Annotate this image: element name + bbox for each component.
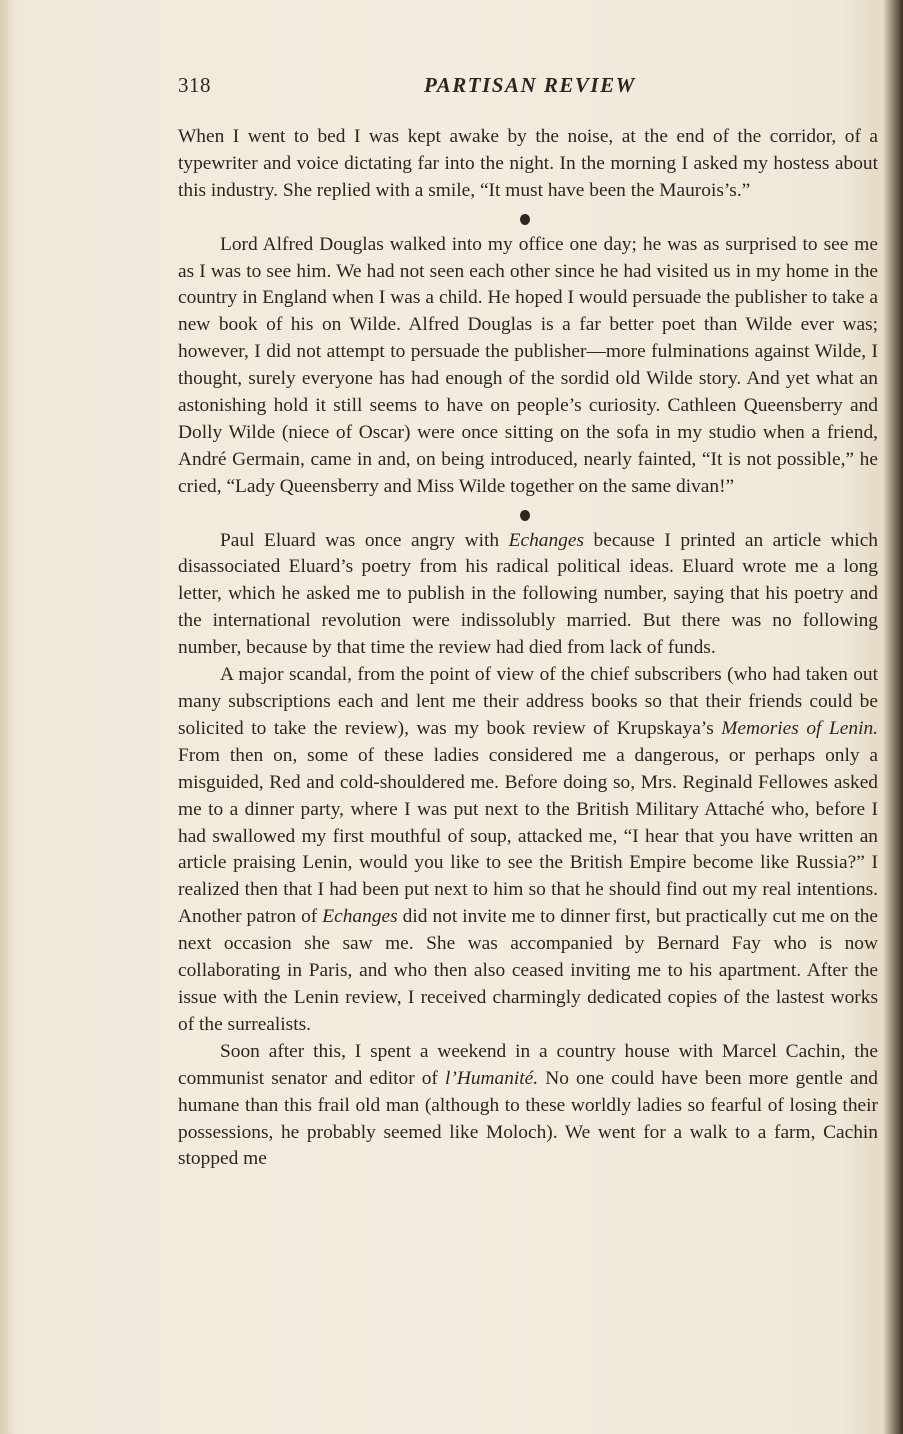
paragraph-cachin (178, 1039, 878, 1174)
bullet-dot (520, 214, 530, 225)
body-text (178, 124, 878, 1173)
paragraph-maurois: When I went to bed I was kept awake by the noise, at the end of the corridor, of a typewriter and voice dictating far into the night. In the morning I asked my hostess about this industry. She replied with a smile, “It must have been the Maurois’s.” (178, 126, 878, 201)
text-run: A major scandal, from the point of view of the chief subscribers (who had taken out many subscriptions each and lent me their address books so that their friends could be solicited to take the review), was my book review of Krupskaya’s (178, 664, 878, 739)
text-run: Paul Eluard was once angry with (220, 529, 509, 551)
italic-title: Memories of Lenin. (721, 717, 878, 739)
binding-edge-shadow (883, 0, 903, 1434)
paragraph-douglas: Lord Alfred Douglas walked into my office one day; he was as surprised to see me as I was to see him. We had not seen each other since he had visited us in my home in the country in England when I was a child. He hoped I would persuade the publisher to take a new book of his on Wilde. Alfred Douglas is a far better poet than Wilde ever was; however, I did not attempt to persuade the publisher—more fulminations against Wilde, I thought, surely everyone has had enough of the sordid old Wilde story. And yet what an astonishing hold it still seems to have on people’s curiosity. Cathleen Queensberry and Dolly Wilde (niece of Oscar) were once sitting on the sofa in my studio when a friend, André Germain, came in and, on being introduced, nearly fainted, “It is not possible,” he cried, “Lady Queensberry and Miss Wilde together on the same divan!” (178, 233, 878, 497)
running-title: PARTISAN REVIEW (424, 73, 636, 97)
italic-title: l’Humanité. (444, 1067, 539, 1089)
bullet-dot (520, 510, 530, 521)
text-run: because I printed an article which disassociated Eluard’s poetry from his radical political ideas. Eluard wrote me a long letter, which he asked me to publish in the following number, saying that his poetry and the international revolution were indissolubly married. But there was no following number, because by that time the review had died from lack of funds. (178, 529, 878, 659)
text-run: did not invite me to dinner first, but practically cut me on the next occasion she saw me. She was accompanied by Bernard Fay who is now collaborating in Paris, and who then also ceased inviting me to his apartment. After the issue with the Lenin review, I received charmingly dedicated copies of the lastest works of the surrealists. (178, 906, 879, 1035)
text-run: Soon after this, I spent a weekend in a country house with Marcel Cachin, the communist senator and editor of (178, 1040, 878, 1089)
italic-title: Echanges (508, 529, 585, 551)
paragraph-eluard (178, 528, 878, 663)
page-number: 318 (178, 73, 211, 97)
running-header (178, 73, 878, 103)
section-separator (178, 205, 878, 232)
page-gutter-shadow (0, 0, 14, 1434)
paragraph-scandal (178, 662, 878, 1039)
text-run: From then on, some of these ladies considered me a dangerous, or perhaps only a misguided, Red and cold-shouldered me. Before doing so, Mrs. Reginald Fellowes asked me to a dinner party, where I was put next to the British Military Attaché who, before I had swallowed my first mouthful of soup, attacked me, “I hear that you have written an article praising Lenin, would you like to see the British Empire become like Russia?” I realized then that I had been put next to him so that he should find out my real intentions. Another patron of (178, 744, 878, 928)
text-run: No one could have been more gentle and humane than this frail old man (although to these worldly ladies so fearful of losing their possessions, he probably seemed like Moloch). We went for a walk to a farm, Cachin stopped me (178, 1067, 878, 1170)
section-separator (178, 501, 878, 528)
italic-title: Echanges (322, 906, 398, 928)
